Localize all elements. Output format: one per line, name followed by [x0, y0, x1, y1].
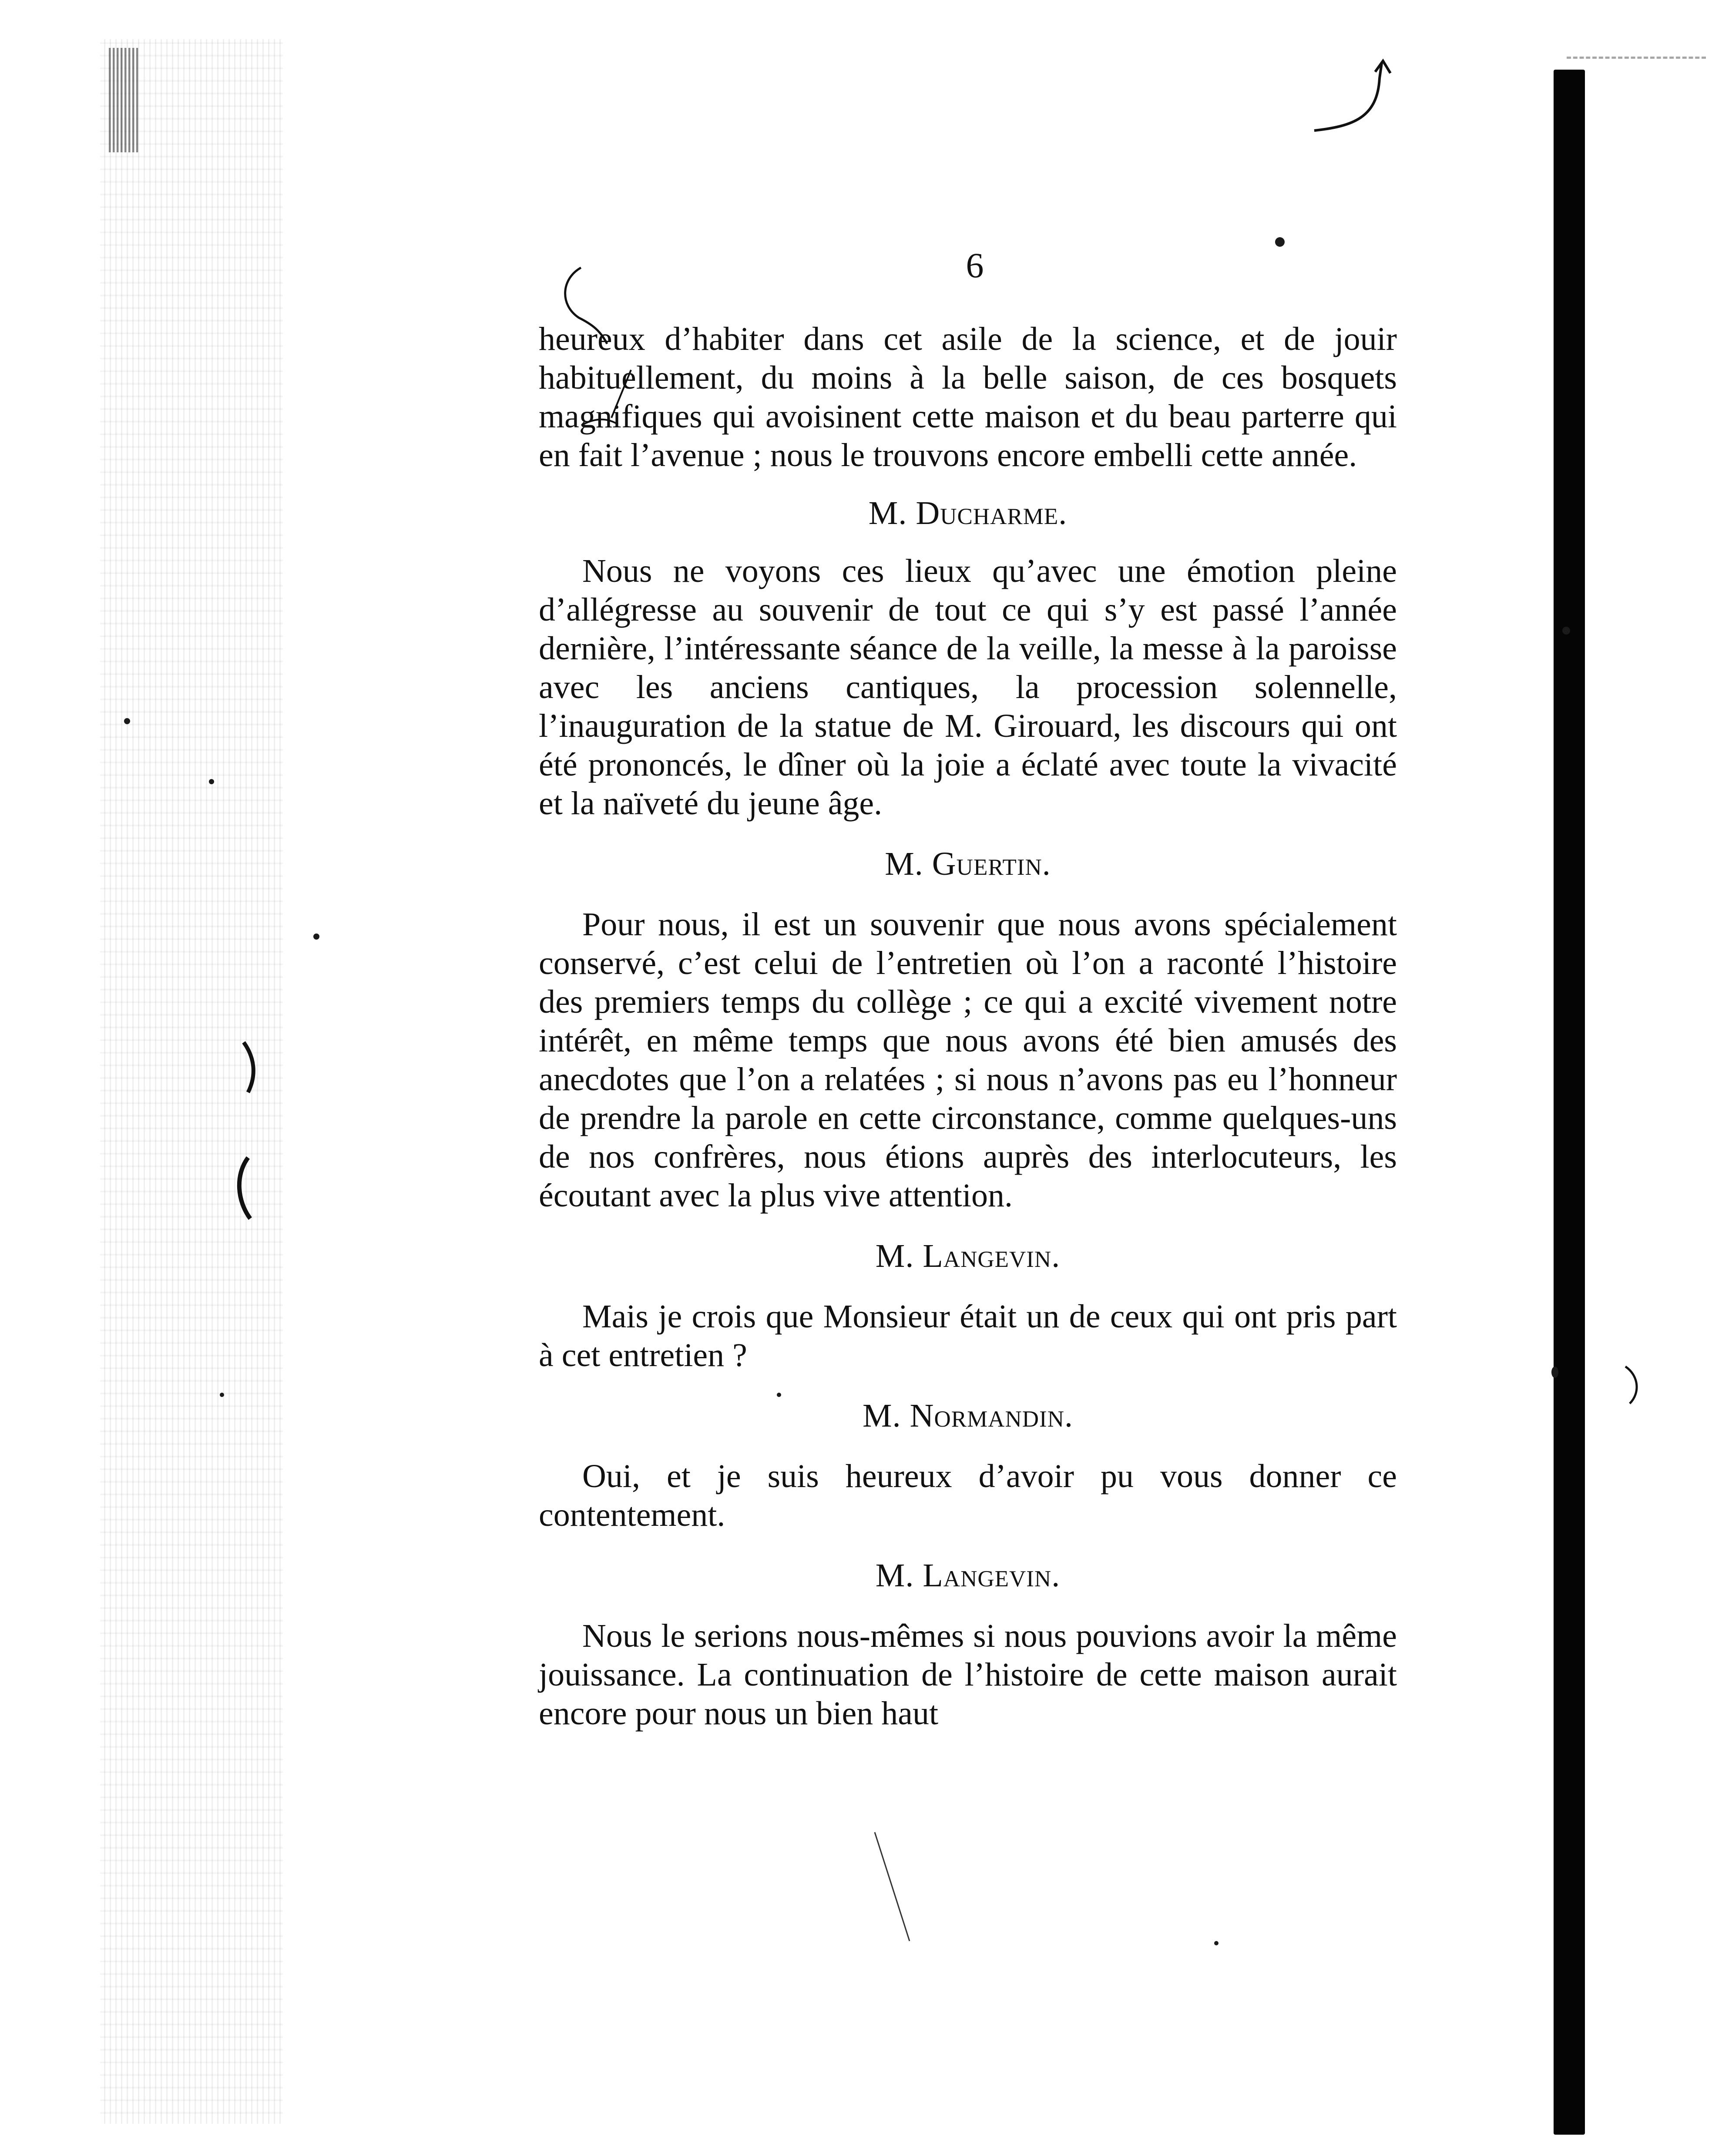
ink-speck [1551, 1367, 1558, 1378]
dialogue-paragraph: Pour nous, il est un souvenir que nous avons spécialement conservé, c’est celui de l’entretien où l’on a raconté l’histoire des premiers temps du collège ; ce qui a excité vivement notre intérêt, en même temps que nous avons été bien amusés des anecdotes que l’on a relatées ; si nous n’avons pas eu l’honneur de prendre la parole en cette circonstance, comme quelques-uns de nos confrères, nous étions auprès des interlocuteurs, les écoutant avec la plus vive attention. [539, 906, 1397, 1214]
speaker-heading: M. Langevin. [875, 1238, 1061, 1274]
dialogue-paragraph: Mais je crois que Monsieur était un de ceux qui ont pris part à cet entretien ? [539, 1298, 1397, 1374]
ink-speck [209, 779, 214, 784]
page-number: 6 [966, 245, 984, 285]
speaker-heading: M. Ducharme. [868, 495, 1067, 531]
dialogue-paragraph: Nous ne voyons ces lieux qu’avec une émotion pleine d’allégresse au souvenir de tout ce qui s’y est passé l’année dernière, l’intéressante séance de la veille, la messe à la paroisse avec les anciens cantiques, la procession solennelle, l’inauguration de la statue de M. Girouard, les discours qui ont été prononcés, le dîner où la joie a éclaté avec toute la vivacité et la naïveté du jeune âge. [539, 553, 1397, 822]
speaker-heading: M. Guertin. [885, 846, 1051, 882]
ink-speck [1275, 237, 1285, 247]
ink-speck [1214, 1941, 1219, 1945]
speaker-heading: M. Normandin. [863, 1397, 1073, 1434]
opening-paragraph: heureux d’habiter dans cet asile de la science, et de jouir habituellement, du moins à la belle saison, de ces bosquets magnifiques qui avoisinent cette maison et du beau parterre qui en fait l’avenue ; nous le trouvons encore embelli cette année. [539, 321, 1397, 474]
page-text [539, 320, 1397, 1733]
ink-speck [220, 1393, 224, 1397]
speaker-heading: M. Langevin. [875, 1557, 1061, 1594]
dialogue-paragraph: Oui, et je suis heureux d’avoir pu vous donner ce contentement. [539, 1458, 1397, 1533]
ink-speck [124, 718, 130, 724]
dialogue-paragraph: Nous le serions nous-mêmes si nous pouvions avoir la même jouissance. La continuation de l’histoire de cette maison aurait encore pour nous un bien haut [539, 1618, 1397, 1732]
ink-speck [313, 934, 319, 940]
ink-speck [1562, 627, 1570, 635]
